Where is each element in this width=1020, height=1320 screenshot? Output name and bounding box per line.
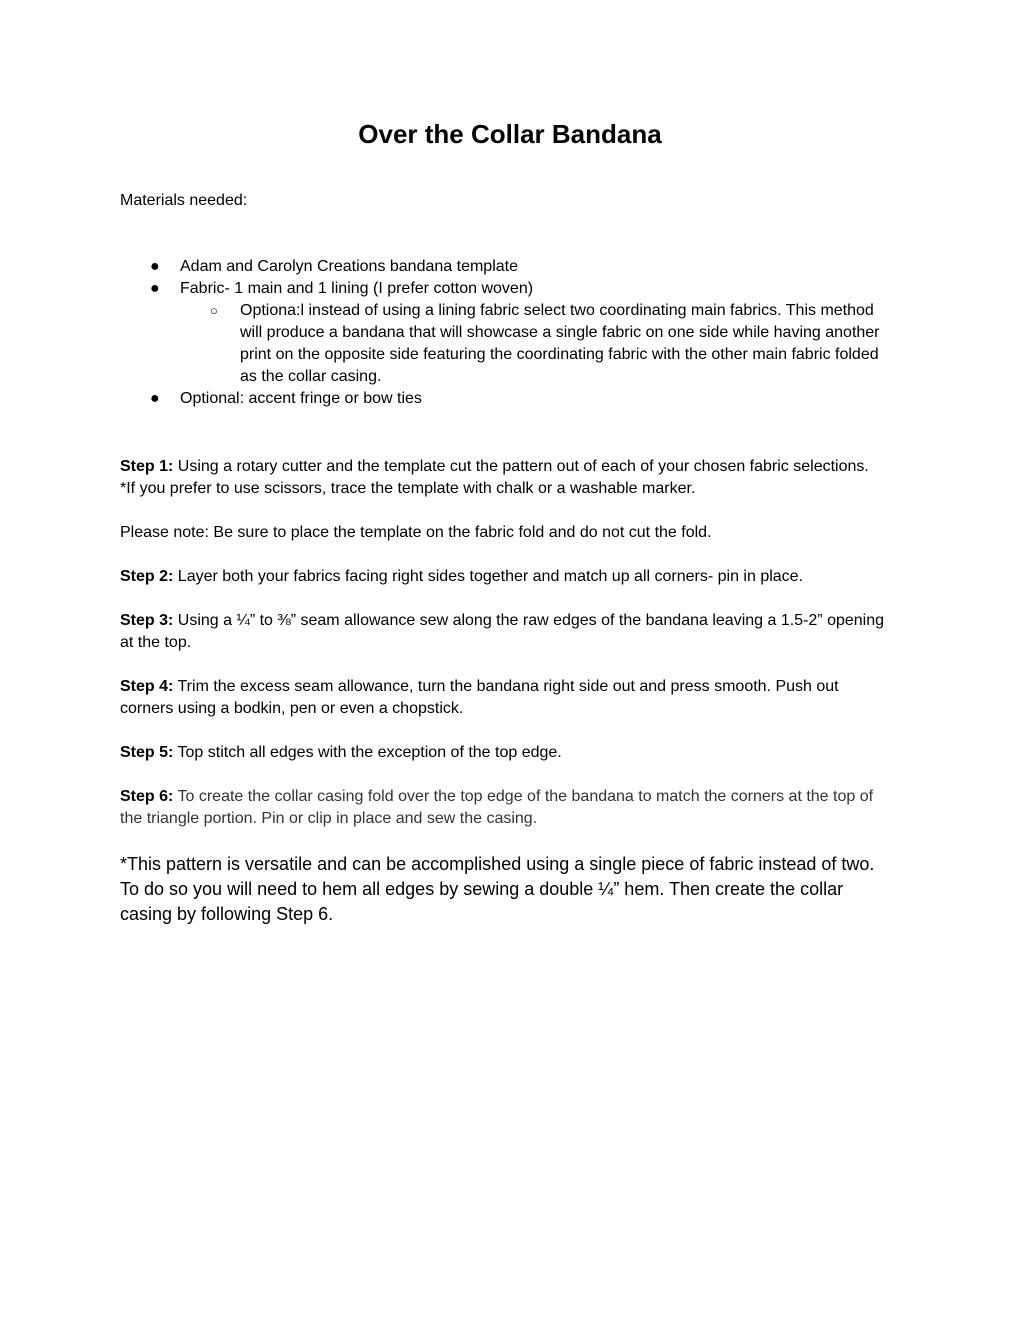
step-4-text: Trim the excess seam allowance, turn the bandana right side out and press smooth. Push out corners using a bodkin, pen or even a chopstick. xyxy=(120,678,839,717)
step-4-label: Step 4: xyxy=(120,678,174,695)
step-2 xyxy=(120,566,896,588)
sub-bullet-icon: ○ xyxy=(210,303,218,318)
bullet-icon: ● xyxy=(150,258,160,275)
step-6-label: Step 6: xyxy=(120,788,174,805)
list-item-text: Optional: accent fringe or bow ties xyxy=(180,390,422,407)
step-6-text: To create the collar casing fold over the top edge of the bandana to match the corners at the top of the triangle portion. Pin or clip in place and sew the casing. xyxy=(120,788,874,827)
sub-list-item-text: Optiona:l instead of using a lining fabric select two coordinating main fabrics. This method will produce a bandana that will showcase a single fabric on one side while having another print on the opposite side featuring the coordinating fabric with the other main fabric folded as the collar casing. xyxy=(240,302,880,385)
step-5 xyxy=(120,742,896,764)
step-1-label: Step 1: xyxy=(120,458,174,475)
page-title: Over the Collar Bandana xyxy=(358,119,662,149)
list-item xyxy=(120,278,900,300)
step-6 xyxy=(120,786,896,830)
step-1-note: *If you prefer to use scissors, trace the template with chalk or a washable marker. xyxy=(120,480,696,497)
step-3 xyxy=(120,610,896,654)
footnote: *This pattern is versatile and can be accomplished using a single piece of fabric instead of two. To do so you will need to hem all edges by sewing a double ¼” hem. Then create the collar casing by following Step 6. xyxy=(120,854,875,924)
step-1-text: Using a rotary cutter and the template cut the pattern out of each of your chosen fabric selections. xyxy=(173,458,869,475)
list-item-text: Adam and Carolyn Creations bandana template xyxy=(180,258,518,275)
step-2-text: Layer both your fabrics facing right sides together and match up all corners- pin in place. xyxy=(173,568,804,585)
please-note: Please note: Be sure to place the template on the fabric fold and do not cut the fold. xyxy=(120,524,712,541)
step-2-label: Step 2: xyxy=(120,568,174,585)
materials-list xyxy=(120,256,900,410)
materials-heading: Materials needed: xyxy=(120,192,248,209)
sub-list-item xyxy=(120,300,900,388)
step-4 xyxy=(120,676,896,720)
step-5-label: Step 5: xyxy=(120,744,174,761)
bullet-icon: ● xyxy=(150,390,160,407)
step-1 xyxy=(120,456,896,500)
step-5-text: Top stitch all edges with the exception of the top edge. xyxy=(173,744,562,761)
list-item xyxy=(120,388,900,410)
list-item xyxy=(120,256,900,278)
step-3-text: Using a ¼” to ⅜” seam allowance sew along the raw edges of the bandana leaving a 1.5-2” opening at the top. xyxy=(120,612,885,651)
step-3-label: Step 3: xyxy=(120,612,174,629)
list-item-text: Fabric- 1 main and 1 lining (I prefer cotton woven) xyxy=(180,280,534,297)
bullet-icon: ● xyxy=(150,280,160,297)
steps-section xyxy=(120,456,896,927)
